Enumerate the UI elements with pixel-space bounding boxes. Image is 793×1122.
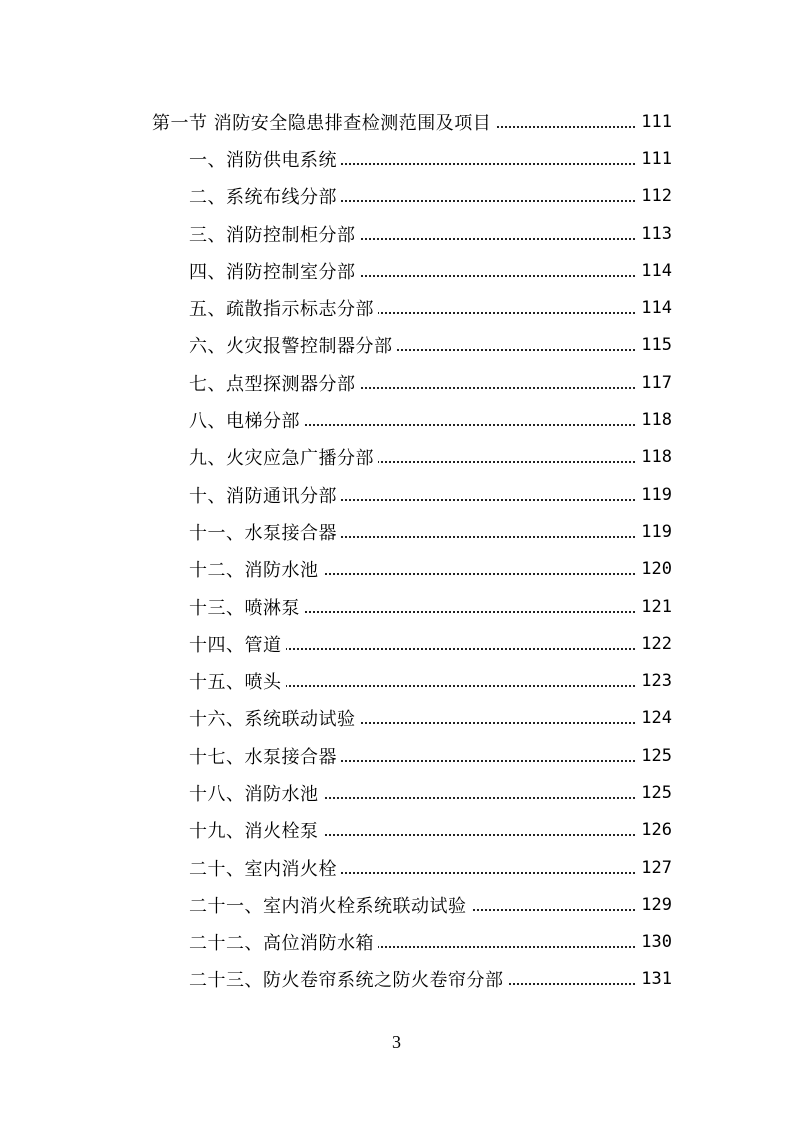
toc-entry-label: 九、火灾应急广播分部 xyxy=(189,444,378,470)
toc-entry-page: 114 xyxy=(637,298,672,318)
toc-entry-label: 四、消防控制室分部 xyxy=(189,258,360,284)
toc-entry-page: 123 xyxy=(637,671,672,691)
toc-entry-page: 119 xyxy=(637,485,672,505)
toc-entry[interactable] xyxy=(0,625,793,662)
toc-entry-label: 十九、消火栓泵 xyxy=(189,817,323,843)
toc-entry-page: 126 xyxy=(637,820,672,840)
toc-entry[interactable] xyxy=(0,401,793,438)
toc-entry-page: 120 xyxy=(637,559,672,579)
toc-entry-label: 六、火灾报警控制器分部 xyxy=(189,332,397,358)
page-number: 3 xyxy=(392,1032,401,1052)
toc-entry-label: 二十一、室内消火栓系统联动试验 xyxy=(189,892,471,918)
toc-entry-page: 118 xyxy=(637,410,672,430)
toc-entry-label: 十六、系统联动试验 xyxy=(189,705,360,731)
toc-entry-page: 131 xyxy=(637,969,672,989)
toc-entry-page: 121 xyxy=(637,597,672,617)
toc-entry-page: 129 xyxy=(637,895,672,915)
toc-entry[interactable] xyxy=(0,961,793,998)
toc-entry-label: 七、点型探测器分部 xyxy=(189,370,360,396)
toc-entry-label: 二、系统布线分部 xyxy=(189,183,341,209)
toc-entry-page: 111 xyxy=(637,112,672,132)
toc-entry-page: 119 xyxy=(637,522,672,542)
toc-entry[interactable] xyxy=(0,662,793,699)
toc-entry-label: 十五、喷头 xyxy=(189,668,286,694)
toc-entry-label: 十三、喷淋泵 xyxy=(189,594,304,620)
toc-entry-label: 二十二、高位消防水箱 xyxy=(189,929,378,955)
toc-entry-page: 125 xyxy=(637,746,672,766)
toc-entry-label: 十、消防通讯分部 xyxy=(189,482,341,508)
toc-entry-label: 五、疏散指示标志分部 xyxy=(189,295,378,321)
toc-entry[interactable] xyxy=(0,737,793,774)
toc-entry-label: 二十、室内消火栓 xyxy=(189,855,341,881)
toc-entry[interactable] xyxy=(0,327,793,364)
table-of-contents xyxy=(0,103,793,998)
toc-entry-label: 三、消防控制柜分部 xyxy=(189,221,360,247)
toc-entry-page: 117 xyxy=(637,373,672,393)
toc-entry-page: 127 xyxy=(637,858,672,878)
toc-entry[interactable] xyxy=(0,476,793,513)
toc-entry[interactable] xyxy=(0,289,793,326)
toc-entry-page: 130 xyxy=(637,932,672,952)
toc-entry-label: 十一、水泵接合器 xyxy=(189,519,341,545)
toc-entry-label: 一、消防供电系统 xyxy=(189,146,341,172)
toc-entry-page: 114 xyxy=(637,261,672,281)
toc-entry[interactable] xyxy=(0,252,793,289)
toc-entry-label: 八、电梯分部 xyxy=(189,407,304,433)
toc-entry-label: 二十三、防火卷帘系统之防火卷帘分部 xyxy=(189,966,508,992)
toc-entry[interactable] xyxy=(0,551,793,588)
toc-entry[interactable] xyxy=(0,812,793,849)
toc-entry-label: 第一节 消防安全隐患排查检测范围及项目 xyxy=(152,109,495,135)
toc-entry-page: 112 xyxy=(637,186,672,206)
toc-entry[interactable] xyxy=(0,215,793,252)
toc-entry-label: 十八、消防水池 xyxy=(189,780,323,806)
toc-entry[interactable] xyxy=(0,700,793,737)
toc-entry[interactable] xyxy=(0,140,793,177)
toc-entry-page: 118 xyxy=(637,447,672,467)
toc-entry-page: 111 xyxy=(637,149,672,169)
toc-entry[interactable] xyxy=(0,439,793,476)
toc-entry-label: 十七、水泵接合器 xyxy=(189,743,341,769)
toc-entry-label: 十二、消防水池 xyxy=(189,556,323,582)
toc-entry[interactable] xyxy=(0,513,793,550)
toc-entry-page: 122 xyxy=(637,634,672,654)
toc-entry-page: 115 xyxy=(637,335,672,355)
toc-entry-page: 125 xyxy=(637,783,672,803)
toc-entry[interactable] xyxy=(0,364,793,401)
toc-entry-page: 113 xyxy=(637,224,672,244)
toc-entry[interactable] xyxy=(0,588,793,625)
toc-entry[interactable] xyxy=(0,178,793,215)
toc-entry[interactable] xyxy=(0,774,793,811)
toc-entry[interactable] xyxy=(0,103,793,140)
toc-entry-label: 十四、管道 xyxy=(189,631,286,657)
toc-entry[interactable] xyxy=(0,924,793,961)
toc-entry[interactable] xyxy=(0,886,793,923)
toc-entry-page: 124 xyxy=(637,708,672,728)
toc-entry[interactable] xyxy=(0,849,793,886)
